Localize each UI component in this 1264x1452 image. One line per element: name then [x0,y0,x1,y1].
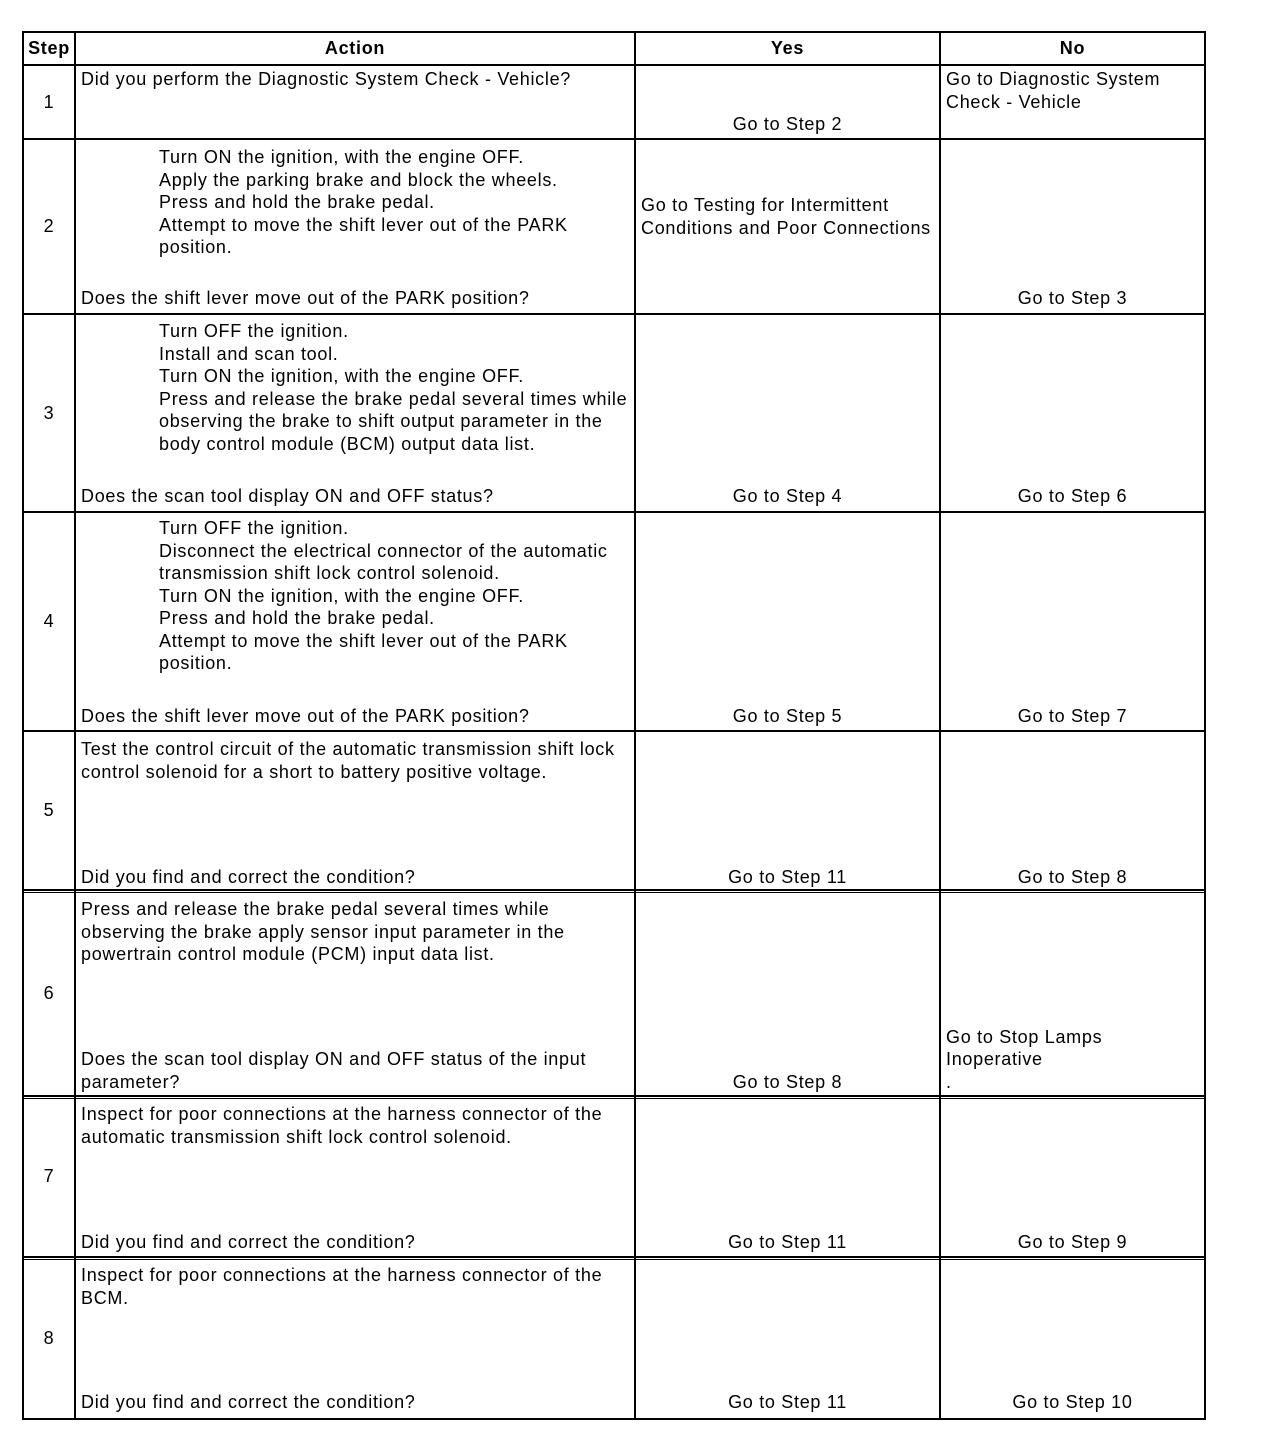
no-result: Go to Step 8 [1017,866,1128,887]
yes-result: Go to Step 8 [732,1071,843,1092]
action-text: Inspect for poor connections at the harness connector of the automatic transmission shift lock control solenoid. [81,1104,603,1147]
step-number: 1 [24,66,74,138]
yes-result: Go to Step 11 [728,1391,847,1412]
yes-result: Go to Testing for Intermittent Conditions and Poor Connections [641,195,931,238]
action-cell [76,66,634,138]
header-step: Step [24,33,74,64]
yes-cell [636,1258,939,1418]
action-question: Does the scan tool display ON and OFF status? [81,485,494,506]
action-text: Test the control circuit of the automatic transmission shift lock control solenoid for a short to battery positive voltage. [81,739,615,782]
action-cell [76,1097,634,1256]
step-number: 6 [24,891,74,1095]
step-number: 3 [24,315,74,511]
yes-result: Go to Step 2 [732,113,843,134]
yes-cell [636,315,939,511]
action-text: Press and release the brake pedal several times while observing the brake apply sensor input parameter in the powertrain control module (PCM) input data list. [81,899,565,964]
no-result: Go to Diagnostic System Check - Vehicle [946,69,1161,112]
yes-result: Go to Step 11 [728,1231,847,1252]
yes-cell [636,513,939,730]
action-cell [76,513,634,730]
action-steps-list [159,146,633,259]
yes-cell [636,732,939,889]
action-step: Turn ON the ignition, with the engine OFF. [159,585,524,606]
action-step: Turn OFF the ignition. [159,518,349,538]
yes-result: Go to Step 5 [732,705,843,726]
no-cell [941,891,1204,1095]
no-result-mark: . [946,1071,952,1092]
action-steps-list [159,320,633,455]
action-steps-list [159,517,633,675]
action-cell [76,1258,634,1418]
yes-cell [636,66,939,138]
no-cell [941,66,1204,138]
action-step: Turn OFF the ignition. [159,321,349,341]
action-cell [76,315,634,511]
action-step: Apply the parking brake and block the wheels. [159,169,558,190]
yes-result: Go to Step 4 [732,485,843,506]
step-number: 2 [24,140,74,313]
step-number: 5 [24,732,74,889]
no-cell [941,513,1204,730]
no-cell [941,1258,1204,1418]
action-question: Did you find and correct the condition? [81,866,416,887]
action-question: Did you find and correct the condition? [81,1391,416,1412]
action-cell [76,140,634,313]
action-step: Attempt to move the shift lever out of the PARK position. [159,214,568,257]
header-action: Action [76,33,634,64]
no-cell [941,732,1204,889]
yes-cell [636,891,939,1095]
action-step: Press and hold the brake pedal. [159,608,435,628]
action-step: Install and scan tool. [159,343,339,364]
action-step: Disconnect the electrical connector of the automatic transmission shift lock control solenoid. [159,540,608,583]
action-question: Does the shift lever move out of the PARK position? [81,287,530,308]
header-yes: Yes [636,33,939,64]
no-result-block [946,1026,1186,1094]
no-cell [941,1097,1204,1256]
no-result: Go to Step 6 [1017,485,1128,506]
yes-result: Go to Step 11 [728,866,847,887]
action-step: Turn ON the ignition, with the engine OFF. [159,366,524,386]
diagnostic-table [22,31,1206,1420]
action-question: Does the scan tool display ON and OFF status of the input parameter? [81,1049,587,1092]
action-question: Does the shift lever move out of the PARK position? [81,705,530,726]
yes-cell [636,140,939,313]
action-cell [76,891,634,1095]
no-cell [941,315,1204,511]
action-step: Attempt to move the shift lever out of the PARK position. [159,630,568,673]
no-result: Go to Stop Lamps Inoperative [946,1026,1103,1069]
header-no: No [941,33,1204,64]
step-number: 7 [24,1097,74,1256]
action-text: Did you perform the Diagnostic System Check - Vehicle? [81,69,571,89]
step-number: 4 [24,513,74,730]
action-step: Press and hold the brake pedal. [159,192,435,212]
yes-cell [636,1097,939,1256]
no-result: Go to Step 7 [1017,705,1128,726]
action-step: Turn ON the ignition, with the engine OFF. [159,147,524,167]
action-question: Did you find and correct the condition? [81,1231,416,1252]
step-number: 8 [24,1258,74,1418]
action-text: Inspect for poor connections at the harness connector of the BCM. [81,1265,603,1308]
action-cell [76,732,634,889]
no-result: Go to Step 10 [1012,1391,1133,1412]
no-cell [941,140,1204,313]
no-result: Go to Step 3 [1017,287,1128,308]
no-result: Go to Step 9 [1017,1231,1128,1252]
action-step: Press and release the brake pedal several times while observing the brake to shift output parameter in the body control module (BCM) output data list. [159,388,628,454]
